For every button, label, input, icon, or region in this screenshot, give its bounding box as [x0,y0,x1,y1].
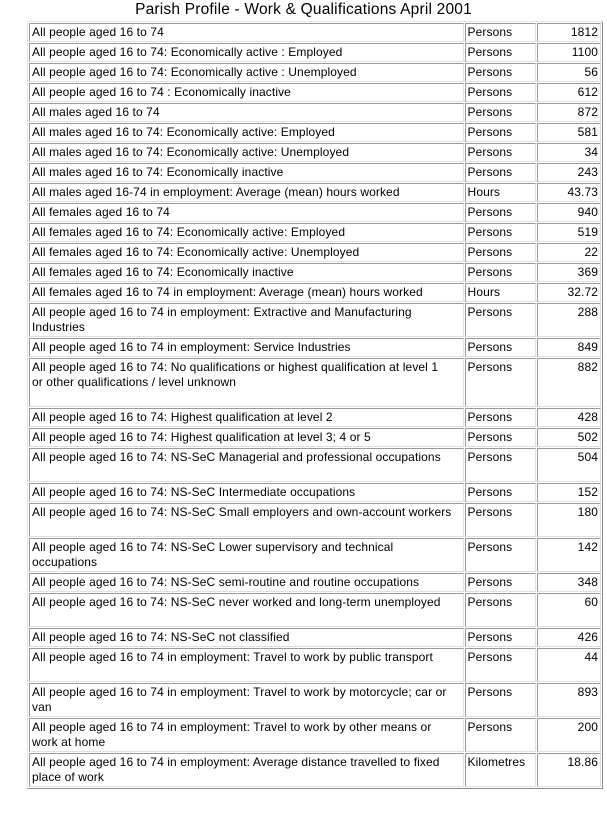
row-unit: Persons [465,483,537,502]
row-description: All people aged 16 to 74: Economically active : Unemployed [29,63,464,82]
table-row [29,593,601,627]
row-description: All people aged 16 to 74 in employment: Service Industries [29,338,464,357]
table-row [29,143,601,162]
table-row [29,683,601,717]
row-description: All people aged 16 to 74 : Economically inactive [29,83,464,102]
row-value: 1812 [537,23,601,42]
row-description: All people aged 16 to 74: NS-SeC Managerial and professional occupations [29,448,464,482]
row-description: All males aged 16 to 74: Economically inactive [29,163,464,182]
row-description: All people aged 16 to 74: NS-SeC Lower supervisory and technical occupations [29,538,464,572]
row-value: 1100 [537,43,601,62]
table-row [29,648,601,682]
table-row [29,628,601,647]
table-row [29,718,601,752]
row-unit: Persons [465,103,537,122]
row-unit: Persons [465,23,537,42]
row-description: All people aged 16 to 74: NS-SeC Small employers and own-account workers [29,503,464,537]
table-row [29,538,601,572]
row-value: 872 [537,103,601,122]
table-row [29,753,601,787]
row-description: All people aged 16 to 74: NS-SeC semi-routine and routine occupations [29,573,464,592]
table-row [29,483,601,502]
row-unit: Persons [465,338,537,357]
row-unit: Persons [465,303,537,337]
row-description: All females aged 16 to 74 in employment: Average (mean) hours worked [29,283,464,302]
row-unit: Persons [465,408,537,427]
row-unit: Hours [465,283,537,302]
row-unit: Persons [465,43,537,62]
row-unit: Persons [465,593,537,627]
row-unit: Persons [465,718,537,752]
row-value: 612 [537,83,601,102]
table-row [29,23,601,42]
row-description: All females aged 16 to 74 [29,203,464,222]
row-unit: Persons [465,428,537,447]
row-unit: Persons [465,503,537,537]
row-value: 180 [537,503,601,537]
row-value: 34 [537,143,601,162]
row-value: 18.86 [537,753,601,787]
row-description: All females aged 16 to 74: Economically active: Employed [29,223,464,242]
table-row [29,203,601,222]
row-description: All people aged 16 to 74: NS-SeC Intermediate occupations [29,483,464,502]
row-description: All people aged 16 to 74: Highest qualification at level 3; 4 or 5 [29,428,464,447]
table-row [29,223,601,242]
row-description [29,358,464,407]
table-row [29,283,601,302]
row-value: 60 [537,593,601,627]
row-value: 142 [537,538,601,572]
row-value: 348 [537,573,601,592]
row-description-continuation: or other qualifications / level unknown [32,375,237,389]
row-description: All people aged 16 to 74: Economically active : Employed [29,43,464,62]
row-description: All people aged 16 to 74 in employment: Travel to work by other means or work at home [29,718,464,752]
row-value: 43.73 [537,183,601,202]
row-unit: Persons [465,63,537,82]
row-unit: Persons [465,448,537,482]
row-description: All people aged 16 to 74 in employment: Extractive and Manufacturing Industries [29,303,464,337]
table-row [29,83,601,102]
row-unit: Hours [465,183,537,202]
row-unit: Persons [465,628,537,647]
row-value: 504 [537,448,601,482]
row-description: All people aged 16 to 74 in employment: Travel to work by public transport [29,648,464,682]
row-unit: Persons [465,83,537,102]
table-row [29,338,601,357]
table-row [29,123,601,142]
table-row [29,448,601,482]
row-unit: Persons [465,123,537,142]
row-unit: Persons [465,683,537,717]
table-row [29,408,601,427]
row-value: 581 [537,123,601,142]
row-description: All people aged 16 to 74: Highest qualification at level 2 [29,408,464,427]
table-row [29,428,601,447]
work-qualifications-table [27,21,603,789]
row-unit: Persons [465,143,537,162]
row-value: 882 [537,358,601,407]
row-unit: Persons [465,263,537,282]
table-row [29,63,601,82]
row-description: All males aged 16 to 74: Economically active: Employed [29,123,464,142]
row-value: 893 [537,683,601,717]
row-value: 44 [537,648,601,682]
row-description: All males aged 16 to 74 [29,103,464,122]
page-title: Parish Profile - Work & Qualifications April 2001 [135,1,472,18]
row-value: 200 [537,718,601,752]
row-unit: Persons [465,358,537,407]
table-row [29,163,601,182]
row-value: 369 [537,263,601,282]
row-unit: Persons [465,243,537,262]
row-value: 22 [537,243,601,262]
row-description: All people aged 16 to 74: NS-SeC never worked and long-term unemployed [29,593,464,627]
table-row [29,358,601,407]
row-description: All people aged 16 to 74 in employment: Travel to work by motorcycle; car or van [29,683,464,717]
row-value: 940 [537,203,601,222]
table-row [29,263,601,282]
table-row [29,573,601,592]
row-value: 502 [537,428,601,447]
row-value: 519 [537,223,601,242]
row-value: 428 [537,408,601,427]
table-row [29,103,601,122]
row-description-line: All people aged 16 to 74: No qualifications or highest qualification at level 1 [32,360,439,374]
row-description: All females aged 16 to 74: Economically active: Unemployed [29,243,464,262]
row-value: 152 [537,483,601,502]
table-row [29,183,601,202]
row-description: All females aged 16 to 74: Economically inactive [29,263,464,282]
row-description: All people aged 16 to 74: NS-SeC not classified [29,628,464,647]
row-unit: Kilometres [465,753,537,787]
row-description: All males aged 16-74 in employment: Average (mean) hours worked [29,183,464,202]
table-row [29,243,601,262]
row-value: 426 [537,628,601,647]
row-unit: Persons [465,203,537,222]
row-value: 849 [537,338,601,357]
row-value: 288 [537,303,601,337]
table-row [29,503,601,537]
row-description: All people aged 16 to 74 [29,23,464,42]
row-unit: Persons [465,538,537,572]
row-unit: Persons [465,648,537,682]
table-row [29,303,601,337]
row-value: 56 [537,63,601,82]
row-value: 32.72 [537,283,601,302]
row-unit: Persons [465,573,537,592]
table-row [29,43,601,62]
row-description: All people aged 16 to 74 in employment: Average distance travelled to fixed place of work [29,753,464,787]
row-description: All males aged 16 to 74: Economically active: Unemployed [29,143,464,162]
row-unit: Persons [465,223,537,242]
row-value: 243 [537,163,601,182]
row-unit: Persons [465,163,537,182]
